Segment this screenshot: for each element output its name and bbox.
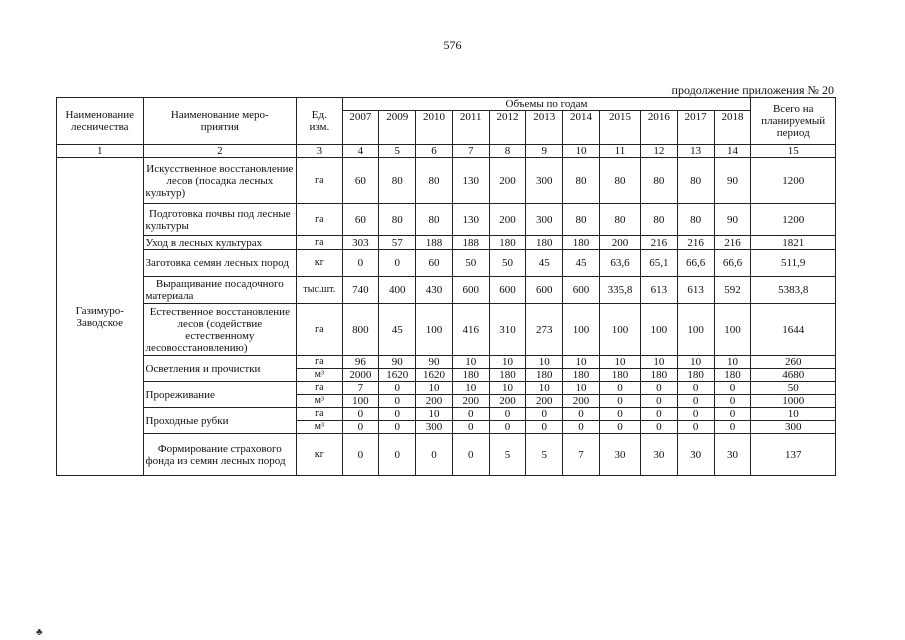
value-cell: 100	[714, 304, 751, 356]
value-cell: 0	[526, 421, 563, 434]
value-cell: 180	[452, 369, 489, 382]
column-number: 3	[297, 145, 342, 158]
value-cell: 200	[489, 158, 526, 204]
value-cell: 45	[563, 250, 600, 277]
activity-name: Прореживание	[143, 382, 297, 408]
value-cell: 0	[641, 382, 678, 395]
value-cell: 303	[342, 236, 379, 250]
value-cell: 0	[677, 421, 714, 434]
value-cell: 0	[342, 421, 379, 434]
value-cell: 200	[452, 395, 489, 408]
value-cell: 0	[641, 421, 678, 434]
total-cell: 1644	[751, 304, 836, 356]
activity-name: Заготовка семян лесных пород	[143, 250, 297, 277]
total-cell: 10	[751, 408, 836, 421]
value-cell: 0	[452, 434, 489, 476]
value-cell: 188	[452, 236, 489, 250]
activity-name: Проходные рубки	[143, 408, 297, 434]
year-header: 2011	[452, 111, 489, 145]
header-forestry: Наименование лесничества	[57, 98, 144, 145]
value-cell: 0	[714, 421, 751, 434]
value-cell: 0	[452, 421, 489, 434]
column-number: 11	[599, 145, 640, 158]
column-number: 12	[641, 145, 678, 158]
value-cell: 200	[489, 395, 526, 408]
unit-cell: га	[297, 382, 342, 395]
column-number: 4	[342, 145, 379, 158]
value-cell: 30	[714, 434, 751, 476]
value-cell: 10	[641, 356, 678, 369]
value-cell: 180	[563, 369, 600, 382]
value-cell: 300	[526, 158, 563, 204]
column-number: 15	[751, 145, 836, 158]
value-cell: 100	[563, 304, 600, 356]
value-cell: 10	[416, 408, 453, 421]
table-row	[57, 277, 836, 304]
value-cell: 200	[416, 395, 453, 408]
value-cell: 7	[563, 434, 600, 476]
value-cell: 0	[641, 395, 678, 408]
value-cell: 90	[416, 356, 453, 369]
unit-cell: тыс.шт.	[297, 277, 342, 304]
year-header: 2013	[526, 111, 563, 145]
value-cell: 80	[599, 158, 640, 204]
value-cell: 100	[599, 304, 640, 356]
year-header: 2018	[714, 111, 751, 145]
header-total: Всего на планируемый период	[751, 98, 836, 145]
value-cell: 430	[416, 277, 453, 304]
year-header: 2007	[342, 111, 379, 145]
value-cell: 130	[452, 158, 489, 204]
column-number: 14	[714, 145, 751, 158]
value-cell: 180	[563, 236, 600, 250]
value-cell: 0	[714, 395, 751, 408]
value-cell: 80	[379, 158, 416, 204]
total-cell: 137	[751, 434, 836, 476]
table-row	[57, 250, 836, 277]
unit-cell: га	[297, 204, 342, 236]
value-cell: 0	[714, 382, 751, 395]
value-cell: 80	[599, 204, 640, 236]
value-cell: 600	[526, 277, 563, 304]
value-cell: 80	[563, 204, 600, 236]
value-cell: 5	[489, 434, 526, 476]
value-cell: 80	[563, 158, 600, 204]
value-cell: 600	[489, 277, 526, 304]
value-cell: 0	[677, 382, 714, 395]
value-cell: 180	[714, 369, 751, 382]
value-cell: 180	[526, 236, 563, 250]
header-activity: Наименование меро- приятия	[143, 98, 297, 145]
value-cell: 90	[714, 158, 751, 204]
year-header: 2017	[677, 111, 714, 145]
column-number: 1	[57, 145, 144, 158]
table-row	[57, 158, 836, 204]
value-cell: 200	[489, 204, 526, 236]
value-cell: 0	[342, 408, 379, 421]
value-cell: 10	[714, 356, 751, 369]
value-cell: 0	[379, 408, 416, 421]
column-number: 6	[416, 145, 453, 158]
value-cell: 30	[677, 434, 714, 476]
unit-cell: га	[297, 408, 342, 421]
value-cell: 80	[677, 158, 714, 204]
value-cell: 45	[526, 250, 563, 277]
value-cell: 216	[641, 236, 678, 250]
value-cell: 0	[379, 382, 416, 395]
value-cell: 100	[342, 395, 379, 408]
value-cell: 0	[379, 395, 416, 408]
value-cell: 0	[489, 408, 526, 421]
page-number: 576	[443, 38, 462, 52]
value-cell: 300	[526, 204, 563, 236]
table-row	[57, 382, 836, 395]
total-cell: 1000	[751, 395, 836, 408]
value-cell: 50	[489, 250, 526, 277]
value-cell: 10	[452, 356, 489, 369]
total-cell: 1821	[751, 236, 836, 250]
activity-name: Осветления и прочистки	[143, 356, 297, 382]
value-cell: 10	[563, 356, 600, 369]
column-number: 2	[143, 145, 297, 158]
value-cell: 0	[489, 421, 526, 434]
value-cell: 96	[342, 356, 379, 369]
table-row	[57, 304, 836, 356]
value-cell: 180	[489, 236, 526, 250]
value-cell: 10	[526, 382, 563, 395]
unit-cell: м³	[297, 395, 342, 408]
value-cell: 0	[599, 421, 640, 434]
value-cell: 0	[526, 408, 563, 421]
value-cell: 80	[641, 204, 678, 236]
value-cell: 335,8	[599, 277, 640, 304]
value-cell: 0	[677, 408, 714, 421]
column-number: 5	[379, 145, 416, 158]
value-cell: 60	[416, 250, 453, 277]
table-row	[57, 204, 836, 236]
year-header: 2010	[416, 111, 453, 145]
column-number: 8	[489, 145, 526, 158]
margin-mark: ♣	[36, 627, 43, 638]
column-number: 9	[526, 145, 563, 158]
value-cell: 90	[379, 356, 416, 369]
value-cell: 0	[714, 408, 751, 421]
value-cell: 100	[677, 304, 714, 356]
value-cell: 0	[379, 421, 416, 434]
value-cell: 63,6	[599, 250, 640, 277]
column-number: 7	[452, 145, 489, 158]
value-cell: 7	[342, 382, 379, 395]
value-cell: 416	[452, 304, 489, 356]
total-cell: 300	[751, 421, 836, 434]
value-cell: 400	[379, 277, 416, 304]
year-header: 2015	[599, 111, 640, 145]
activity-name: Выращивание посадочного материала	[143, 277, 297, 304]
value-cell: 100	[641, 304, 678, 356]
forestry-name: Газимуро- Заводское	[57, 158, 144, 476]
unit-cell: га	[297, 158, 342, 204]
value-cell: 50	[452, 250, 489, 277]
value-cell: 45	[379, 304, 416, 356]
value-cell: 180	[677, 369, 714, 382]
value-cell: 180	[526, 369, 563, 382]
value-cell: 0	[563, 421, 600, 434]
total-cell: 50	[751, 382, 836, 395]
value-cell: 10	[563, 382, 600, 395]
value-cell: 10	[489, 382, 526, 395]
value-cell: 1620	[379, 369, 416, 382]
total-cell: 1200	[751, 158, 836, 204]
value-cell: 2000	[342, 369, 379, 382]
value-cell: 216	[714, 236, 751, 250]
total-cell: 1200	[751, 204, 836, 236]
unit-cell: кг	[297, 250, 342, 277]
value-cell: 10	[452, 382, 489, 395]
forestry-volumes-table	[56, 97, 836, 476]
value-cell: 0	[416, 434, 453, 476]
year-header: 2009	[379, 111, 416, 145]
value-cell: 30	[641, 434, 678, 476]
value-cell: 0	[677, 395, 714, 408]
value-cell: 592	[714, 277, 751, 304]
value-cell: 80	[677, 204, 714, 236]
activity-name: Искусственное восстановление лесов (посадка лесных культур)	[143, 158, 297, 204]
value-cell: 0	[379, 434, 416, 476]
header-unit: Ед. изм.	[297, 98, 342, 145]
value-cell: 200	[563, 395, 600, 408]
value-cell: 80	[379, 204, 416, 236]
value-cell: 60	[342, 158, 379, 204]
table-row	[57, 408, 836, 421]
value-cell: 80	[416, 158, 453, 204]
value-cell: 10	[416, 382, 453, 395]
table-row	[57, 356, 836, 369]
value-cell: 310	[489, 304, 526, 356]
year-header: 2014	[563, 111, 600, 145]
activity-name: Формирование страхового фонда из семян лесных пород	[143, 434, 297, 476]
value-cell: 65,1	[641, 250, 678, 277]
value-cell: 600	[452, 277, 489, 304]
total-cell: 511,9	[751, 250, 836, 277]
value-cell: 1620	[416, 369, 453, 382]
value-cell: 0	[599, 382, 640, 395]
value-cell: 200	[599, 236, 640, 250]
value-cell: 600	[563, 277, 600, 304]
total-cell: 5383,8	[751, 277, 836, 304]
value-cell: 30	[599, 434, 640, 476]
value-cell: 273	[526, 304, 563, 356]
unit-cell: м³	[297, 421, 342, 434]
table-row	[57, 434, 836, 476]
value-cell: 80	[641, 158, 678, 204]
value-cell: 180	[489, 369, 526, 382]
value-cell: 180	[641, 369, 678, 382]
value-cell: 10	[526, 356, 563, 369]
value-cell: 57	[379, 236, 416, 250]
table-row	[57, 236, 836, 250]
value-cell: 100	[416, 304, 453, 356]
value-cell: 0	[342, 434, 379, 476]
unit-cell: м³	[297, 369, 342, 382]
year-header: 2016	[641, 111, 678, 145]
total-cell: 4680	[751, 369, 836, 382]
value-cell: 300	[416, 421, 453, 434]
column-number: 13	[677, 145, 714, 158]
value-cell: 5	[526, 434, 563, 476]
activity-name: Естественное восстановление лесов (содействие естественному лесовосстановлению)	[143, 304, 297, 356]
value-cell: 10	[489, 356, 526, 369]
value-cell: 188	[416, 236, 453, 250]
value-cell: 740	[342, 277, 379, 304]
value-cell: 0	[342, 250, 379, 277]
value-cell: 800	[342, 304, 379, 356]
total-cell: 260	[751, 356, 836, 369]
value-cell: 60	[342, 204, 379, 236]
unit-cell: кг	[297, 434, 342, 476]
activity-name: Уход в лесных культурах	[143, 236, 297, 250]
value-cell: 180	[599, 369, 640, 382]
value-cell: 66,6	[714, 250, 751, 277]
unit-cell: га	[297, 356, 342, 369]
value-cell: 90	[714, 204, 751, 236]
value-cell: 0	[599, 408, 640, 421]
value-cell: 0	[452, 408, 489, 421]
column-number: 10	[563, 145, 600, 158]
value-cell: 200	[526, 395, 563, 408]
activity-name: Подготовка почвы под лесные культуры	[143, 204, 297, 236]
value-cell: 0	[641, 408, 678, 421]
value-cell: 10	[677, 356, 714, 369]
unit-cell: га	[297, 236, 342, 250]
value-cell: 66,6	[677, 250, 714, 277]
value-cell: 613	[641, 277, 678, 304]
continuation-label: продолжение приложения № 20	[671, 83, 834, 97]
value-cell: 0	[599, 395, 640, 408]
header-volumes: Объемы по годам	[342, 98, 751, 111]
value-cell: 0	[379, 250, 416, 277]
value-cell: 216	[677, 236, 714, 250]
value-cell: 130	[452, 204, 489, 236]
value-cell: 80	[416, 204, 453, 236]
value-cell: 0	[563, 408, 600, 421]
value-cell: 613	[677, 277, 714, 304]
year-header: 2012	[489, 111, 526, 145]
value-cell: 10	[599, 356, 640, 369]
unit-cell: га	[297, 304, 342, 356]
